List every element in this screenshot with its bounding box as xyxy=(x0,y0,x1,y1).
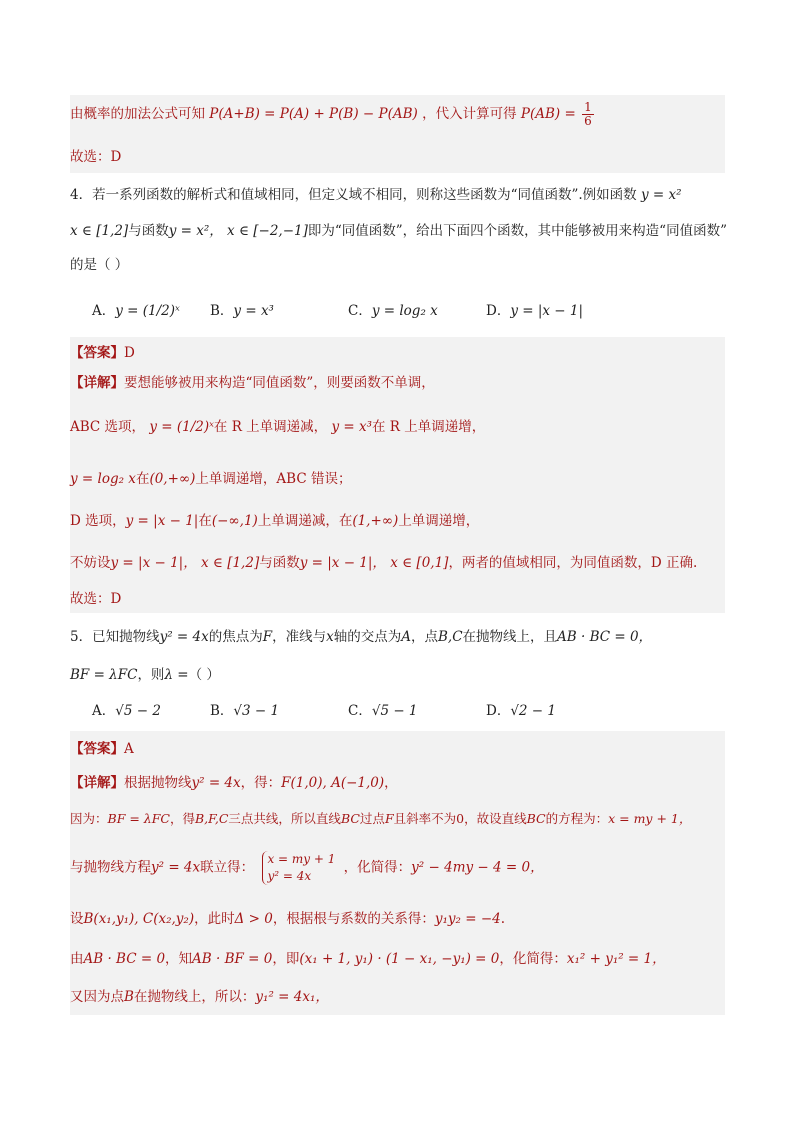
text-segment: 又因为点 xyxy=(70,989,124,1005)
q5-stem-line2 xyxy=(70,657,725,691)
q4-stem-line1 xyxy=(70,173,725,213)
text-segment: 在 R 上单调递减， xyxy=(213,419,328,435)
equation-2: y² = 4x xyxy=(267,869,312,883)
text-segment: 联立得： xyxy=(200,859,255,876)
text-segment: ，则 xyxy=(137,667,165,683)
text-segment: 的方程为： xyxy=(545,811,609,826)
q4-answer xyxy=(70,337,725,367)
text-segment: 三点共线，所以直线 xyxy=(228,811,341,826)
text-segment: 的是（ ） xyxy=(70,257,129,273)
q4-detail-line2 xyxy=(70,401,725,457)
text-segment: 在抛物线上，所以： xyxy=(133,989,256,1005)
formula: AB · BC = 0， xyxy=(557,629,653,645)
option-label: A． xyxy=(92,703,116,719)
option-label: B． xyxy=(210,303,234,319)
q5-options xyxy=(70,691,725,731)
option-label: D． xyxy=(486,703,511,719)
q5-option-a xyxy=(92,701,161,721)
formula: BF = λFC xyxy=(70,667,138,683)
text-segment: 上单调递减，在 xyxy=(257,513,353,529)
text-segment: ，故设直线 xyxy=(464,811,527,826)
formula: BC xyxy=(526,811,546,826)
text-segment: ，得： xyxy=(240,775,282,791)
text-segment: ，知 xyxy=(165,951,193,967)
text-segment: 设 xyxy=(70,911,84,927)
q5-detail-line3 xyxy=(70,839,725,897)
formula: y = x³ xyxy=(331,419,373,435)
text-segment: 在抛物线上，且 xyxy=(462,629,558,645)
q4-stem-line3 xyxy=(70,249,725,285)
text-segment: ，准线与 xyxy=(272,629,327,645)
option-label: D． xyxy=(486,303,511,319)
q4-detail-line3 xyxy=(70,457,725,499)
formula: y₁y₂ = −4 xyxy=(434,911,501,927)
formula: y = (1/2)ˣ xyxy=(149,419,214,435)
q5-detail-line2 xyxy=(70,801,725,839)
formula: x ∈ [1,2] xyxy=(70,223,129,239)
answer-value: D xyxy=(124,345,135,361)
text-segment: 上单调递增， xyxy=(398,513,480,529)
q4-option-c xyxy=(348,301,438,321)
text-segment: 在 xyxy=(198,513,212,529)
equation-system xyxy=(262,851,335,885)
formula: y = log₂ x xyxy=(70,471,136,487)
formula: y² = 4x xyxy=(151,859,201,876)
fraction-denominator: 6 xyxy=(584,114,592,128)
formula: P(A+B) = P(A) + P(B) − P(AB) xyxy=(209,106,418,122)
formula: (−∞,1) xyxy=(211,513,258,529)
q5-option-c xyxy=(348,701,418,721)
text-segment: 根据抛物线 xyxy=(124,775,192,791)
formula: y = x² xyxy=(640,187,682,203)
text-segment: 与函数 xyxy=(128,223,169,239)
text-segment: 与函数 xyxy=(259,555,300,571)
formula: y = (1/2)ˣ xyxy=(115,303,180,319)
q4-stem-line2 xyxy=(70,213,725,249)
prev-solution-line xyxy=(70,95,725,143)
formula: y₁² = 4x₁， xyxy=(255,989,329,1005)
prev-choice-line xyxy=(70,143,725,173)
formula: y = |x − 1|， xyxy=(110,555,197,571)
formula: BF = λFC xyxy=(107,811,170,826)
option-label: C． xyxy=(348,703,372,719)
fraction xyxy=(582,101,594,128)
text-segment: ，代入计算可得 xyxy=(422,106,517,122)
formula: y² = 4x xyxy=(191,775,241,791)
detail-tag: 【详解】 xyxy=(70,375,124,391)
formula: y = x³ xyxy=(233,303,274,319)
text-segment: 即为“同值函数”，给出下面四个函数，其中能够被用来构造“同值函数” xyxy=(307,223,727,239)
formula: B,C xyxy=(437,629,463,645)
q4-detail-line5 xyxy=(70,541,725,583)
formula: x ∈ [−2,−1] xyxy=(227,223,308,239)
formula: AB · BF = 0 xyxy=(192,951,273,967)
text-segment: 上单调递增，ABC 错误； xyxy=(195,471,352,487)
q5-option-b xyxy=(210,701,279,721)
text-segment: ，化简得： xyxy=(499,951,567,967)
formula: BC xyxy=(340,811,360,826)
text-segment: ，两者的值域相同，为同值函数，D 正确. xyxy=(448,555,698,571)
formula: √5 − 2 xyxy=(115,703,161,719)
choice-text: 故选：D xyxy=(70,591,122,607)
text-segment: ，得 xyxy=(169,811,195,826)
formula: Δ > 0 xyxy=(234,911,273,927)
detail-tag: 【详解】 xyxy=(70,775,124,791)
text-segment: 由 xyxy=(70,951,84,967)
option-label: B． xyxy=(210,703,234,719)
q4-option-b xyxy=(210,301,274,321)
q5-detail-line5 xyxy=(70,939,725,979)
text-segment: D 选项， xyxy=(70,513,126,529)
text-segment: . xyxy=(500,911,506,927)
text-segment: ，点 xyxy=(410,629,438,645)
text-segment: ，即 xyxy=(272,951,300,967)
formula: P(AB) = xyxy=(520,106,576,122)
text-segment: 且斜率不为 xyxy=(393,811,457,826)
text-segment: 因为： xyxy=(70,811,108,826)
formula: x = my + 1， xyxy=(608,811,692,826)
text-segment: （ ） xyxy=(188,667,220,683)
option-label: A． xyxy=(92,303,116,319)
q5-option-d xyxy=(486,701,556,721)
formula: y = |x − 1| xyxy=(125,513,199,529)
formula: y = x²， xyxy=(168,223,223,239)
q5-answer xyxy=(70,731,725,765)
formula: y = log₂ x xyxy=(371,303,438,319)
formula: √2 − 1 xyxy=(510,703,557,719)
formula: y² = 4x xyxy=(159,629,209,645)
formula: √3 − 1 xyxy=(233,703,280,719)
option-label: C． xyxy=(348,303,372,319)
equation-1: x = my + 1 xyxy=(267,852,336,866)
formula: λ = xyxy=(164,667,189,683)
text-segment: ，化简得： xyxy=(343,859,412,876)
formula: y = |x − 1|， xyxy=(299,555,386,571)
text-segment: 在 xyxy=(135,471,150,487)
formula: B,F,C xyxy=(194,811,229,826)
formula: F(1,0), A(−1,0) xyxy=(281,775,385,791)
text-segment: ABC 选项， xyxy=(70,419,146,435)
formula: (x₁ + 1, y₁) · (1 − x₁, −y₁) = 0 xyxy=(299,951,500,967)
text-segment: 4．若一系列函数的解析式和值域相同，但定义域不相同，则称这些函数为“同值函数”.例如函数 xyxy=(70,187,637,203)
text-segment: 要想能够被用来构造“同值函数”，则要函数不单调， xyxy=(124,375,435,391)
text-segment: ，根据根与系数的关系得： xyxy=(272,911,435,927)
text-segment: 5．已知抛物线 xyxy=(70,629,160,645)
q4-choice xyxy=(70,583,725,613)
formula: (1,+∞) xyxy=(352,513,399,529)
q5-detail-line6 xyxy=(70,979,725,1015)
q4-option-d xyxy=(486,301,583,321)
formula: x ∈ [1,2] xyxy=(201,555,260,571)
text-segment: 过点 xyxy=(359,811,385,826)
q4-detail-line1 xyxy=(70,367,725,401)
q5-stem-line1 xyxy=(70,613,725,657)
formula: y² − 4my − 4 = 0， xyxy=(411,859,544,876)
formula: x₁² + y₁² = 1， xyxy=(566,951,666,967)
text-segment: ，此时 xyxy=(194,911,235,927)
formula: A xyxy=(401,629,411,645)
formula: x xyxy=(326,629,334,645)
text-segment: 的焦点为 xyxy=(208,629,263,645)
formula: AB · BC = 0 xyxy=(83,951,166,967)
formula: F xyxy=(384,811,394,826)
q4-option-a xyxy=(92,301,180,321)
fraction-numerator: 1 xyxy=(584,100,592,114)
formula: F xyxy=(262,629,273,645)
q5-detail-line4 xyxy=(70,897,725,939)
formula: √5 − 1 xyxy=(371,703,418,719)
choice-text: 故选：D xyxy=(70,149,122,165)
formula: 0 xyxy=(456,811,465,826)
text-segment: ， xyxy=(384,775,398,791)
answer-tag: 【答案】 xyxy=(70,741,124,757)
document-page xyxy=(70,95,725,1015)
formula: B(x₁,y₁), C(x₂,y₂) xyxy=(83,911,195,927)
answer-tag: 【答案】 xyxy=(70,345,124,361)
text-segment: 不妨设 xyxy=(70,555,111,571)
text-segment: 在 R 上单调递增， xyxy=(372,419,486,435)
text-segment: 由概率的加法公式可知 xyxy=(70,106,205,122)
text-segment: 轴的交点为 xyxy=(333,629,402,645)
q4-options xyxy=(70,285,725,337)
q5-detail-line1 xyxy=(70,765,725,801)
answer-value: A xyxy=(124,741,134,757)
q4-detail-line4 xyxy=(70,499,725,541)
text-segment: 与抛物线方程 xyxy=(70,859,151,876)
formula: x ∈ [0,1] xyxy=(390,555,449,571)
formula: (0,+∞) xyxy=(149,471,196,487)
formula: y = |x − 1| xyxy=(510,303,584,319)
formula: B xyxy=(124,989,134,1005)
